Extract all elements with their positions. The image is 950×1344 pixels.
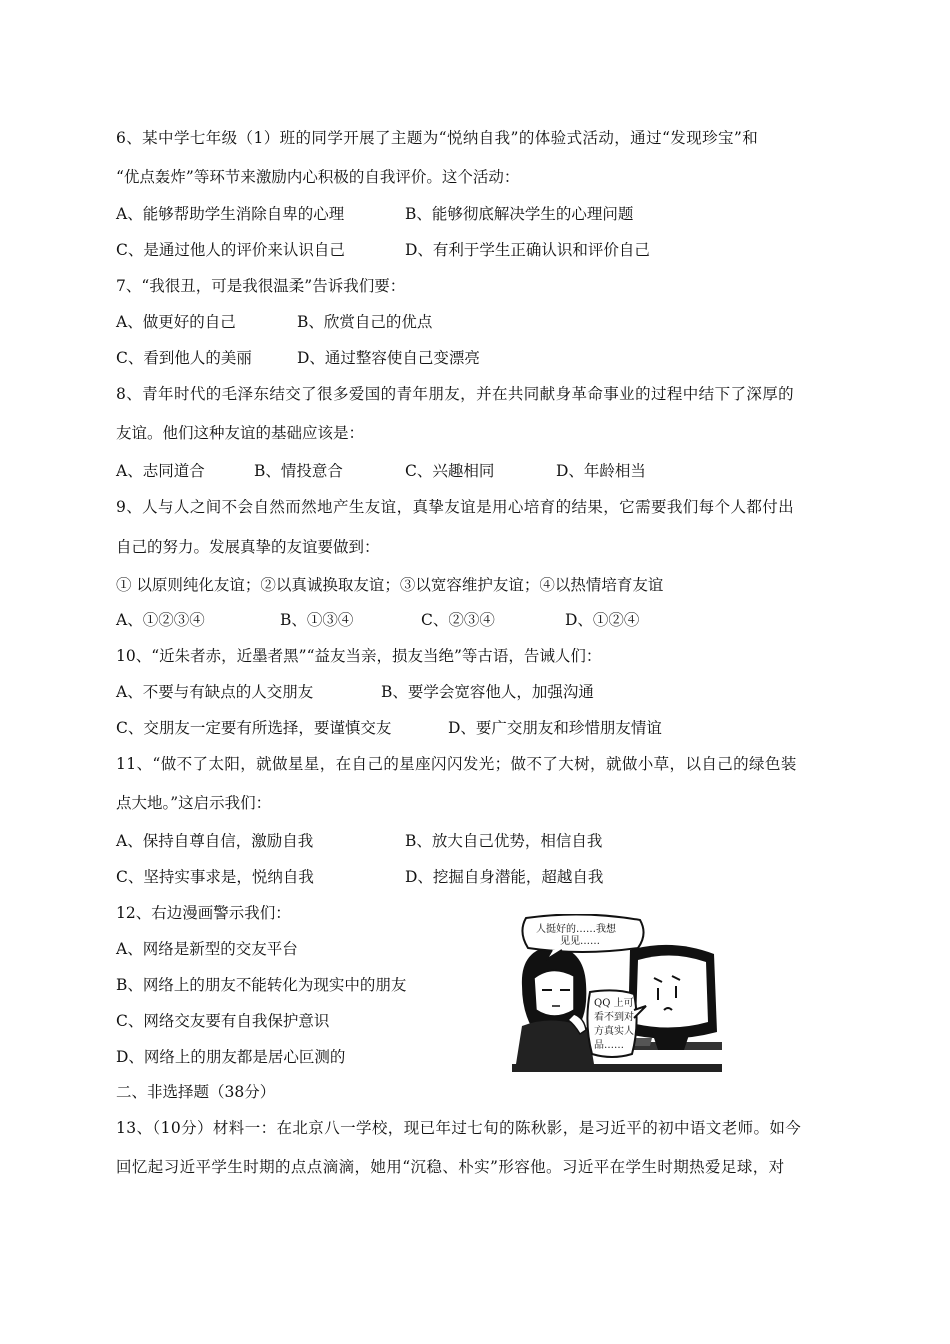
q9-option-c: C、②③④ xyxy=(421,611,495,629)
q6-stem-line1: 6、某中学七年级（1）班的同学开展了主题为“悦纳自我”的体验式活动，通过“发现珍宝”和 xyxy=(116,129,759,147)
q7-option-c: C、看到他人的美丽 xyxy=(116,349,252,367)
monitor-icon xyxy=(628,945,717,1050)
q8-option-d: D、年龄相当 xyxy=(556,462,646,480)
bubble2-line4: 品…… xyxy=(594,1040,624,1051)
bubble2-line1: QQ 上可 xyxy=(594,998,634,1009)
q8-option-a: A、志同道合 xyxy=(116,462,205,480)
q8-stem-line1: 8、青年时代的毛泽东结交了很多爱国的青年朋友，并在共同献身革命事业的过程中结下了深厚的 xyxy=(116,385,795,403)
q7-option-b: B、欣赏自己的优点 xyxy=(297,313,433,331)
q7-stem: 7、“我很丑，可是我很温柔”告诉我们要： xyxy=(116,277,406,295)
q11-option-b: B、放大自己优势，相信自我 xyxy=(405,832,603,850)
online-friend-cartoon xyxy=(512,914,722,1072)
q10-stem: 10、“近朱者赤，近墨者黑”“益友当亲，损友当绝”等古语，告诫人们： xyxy=(116,647,602,665)
q6-stem-line2: “优点轰炸”等环节来激励内心积极的自我评价。这个活动： xyxy=(116,168,520,186)
q9-statements: ① 以原则纯化友谊；②以真诚换取友谊；③以宽容维护友谊；④以热情培育友谊 xyxy=(116,576,664,594)
bubble2-line2: 看不到对 xyxy=(594,1012,634,1023)
q9-option-b: B、①③④ xyxy=(280,611,354,629)
q6-option-d: D、有利于学生正确认识和评价自己 xyxy=(405,241,650,259)
q10-option-a: A、不要与有缺点的人交朋友 xyxy=(116,683,314,701)
q9-option-a: A、①②③④ xyxy=(116,611,205,629)
q12-option-b: B、网络上的朋友不能转化为现实中的朋友 xyxy=(116,976,407,994)
q12-stem: 12、右边漫画警示我们： xyxy=(116,904,291,922)
q7-option-a: A、做更好的自己 xyxy=(116,313,236,331)
q11-stem-line2: 点大地。”这启示我们： xyxy=(116,794,272,812)
q6-option-a: A、能够帮助学生消除自卑的心理 xyxy=(116,205,345,223)
q12-option-c: C、网络交友要有自我保护意识 xyxy=(116,1012,330,1030)
q9-stem-line2: 自己的努力。发展真挚的友谊要做到： xyxy=(116,538,380,556)
q12-option-d: D、网络上的朋友都是居心叵测的 xyxy=(116,1048,346,1066)
q9-option-d: D、①②④ xyxy=(565,611,640,629)
bubble2-line3: 方真实人 xyxy=(594,1026,634,1037)
q9-stem-line1: 9、人与人之间不会自然而然地产生友谊，真挚友谊是用心培育的结果，它需要我们每个人都付出 xyxy=(116,498,795,516)
q6-option-c: C、是通过他人的评价来认识自己 xyxy=(116,241,345,259)
q7-option-d: D、通过整容使自己变漂亮 xyxy=(297,349,480,367)
q13-line2: 回忆起习近平学生时期的点点滴滴，她用“沉稳、朴实”形容他。习近平在学生时期热爱足球，对 xyxy=(116,1158,785,1176)
q12-option-a: A、网络是新型的交友平台 xyxy=(116,940,298,958)
bubble1-line1: 人挺好的……我想 xyxy=(536,924,616,935)
q11-option-d: D、挖掘自身潜能，超越自我 xyxy=(405,868,604,886)
q6-option-b: B、能够彻底解决学生的心理问题 xyxy=(405,205,634,223)
q8-stem-line2: 友谊。他们这种友谊的基础应该是： xyxy=(116,424,365,442)
q10-option-d: D、要广交朋友和珍惜朋友情谊 xyxy=(448,719,662,737)
q11-option-a: A、保持自尊自信，激励自我 xyxy=(116,832,314,850)
desk xyxy=(512,1064,722,1072)
q8-option-c: C、兴趣相同 xyxy=(405,462,495,480)
q11-stem-line1: 11、“做不了太阳，就做星星，在自己的星座闪闪发光；做不了大树，就做小草，以自己的绿色装 xyxy=(116,755,797,773)
q10-option-c: C、交朋友一定要有所选择，要谨慎交友 xyxy=(116,719,392,737)
q13-line1: 13、（10分）材料一：在北京八一学校，现已年过七旬的陈秋影，是习近平的初中语文老师。如今 xyxy=(116,1119,802,1137)
section-title: 二、非选择题（38分） xyxy=(116,1083,276,1101)
q8-option-b: B、情投意合 xyxy=(254,462,343,480)
q11-option-c: C、坚持实事求是，悦纳自我 xyxy=(116,868,314,886)
bubble1-line2: 见见…… xyxy=(560,936,600,947)
girl-figure xyxy=(516,946,594,1064)
q10-option-b: B、要学会宽容他人，加强沟通 xyxy=(381,683,594,701)
